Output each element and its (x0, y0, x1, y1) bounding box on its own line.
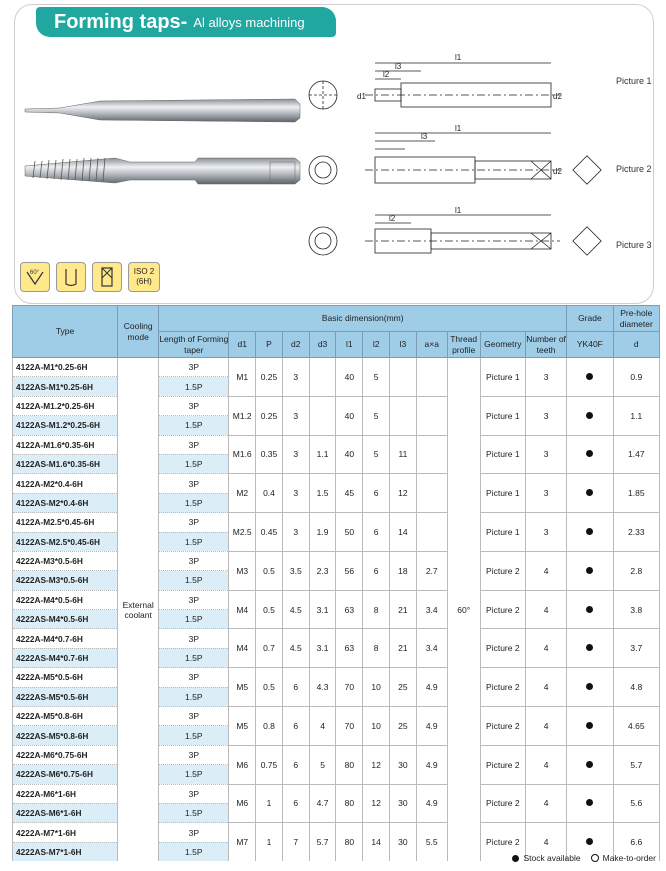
dim-l1-p2: l1 (455, 124, 462, 133)
iso-label: ISO 2 (133, 267, 155, 276)
cell-length: 3P (159, 551, 229, 570)
cell-d3: 4 (309, 707, 336, 746)
cell-axa: 4.9 (416, 745, 447, 784)
cell-d1: M6 (229, 745, 256, 784)
cell-l3 (390, 396, 417, 435)
dim-l1-p1: l1 (455, 53, 462, 62)
cell-geometry: Picture 2 (480, 707, 525, 746)
cell-type: 4122AS-M2*0.4-6H (13, 493, 118, 512)
cell-stock (567, 396, 613, 435)
cell-d2: 6 (282, 707, 309, 746)
header-p: P (256, 332, 283, 358)
cell-type: 4122A-M2.5*0.45-6H (13, 513, 118, 532)
stock-dot-icon (586, 489, 593, 496)
cell-d1: M4 (229, 629, 256, 668)
table-row (13, 629, 660, 648)
cell-axa: 4.9 (416, 668, 447, 707)
header-teeth: Number of teeth (525, 332, 566, 358)
cell-p: 0.25 (256, 358, 283, 397)
cell-d1: M5 (229, 668, 256, 707)
cell-d1: M3 (229, 551, 256, 590)
cell-length: 1.5P (159, 842, 229, 861)
cell-d1: M1.6 (229, 435, 256, 474)
legend-stock: Stock available (523, 853, 581, 863)
cell-length: 3P (159, 784, 229, 803)
cell-type: 4122A-M1.2*0.25-6H (13, 396, 118, 415)
cell-length: 1.5P (159, 493, 229, 512)
cell-geometry: Picture 2 (480, 551, 525, 590)
cell-l3: 30 (390, 745, 417, 784)
header-l1: l1 (336, 332, 363, 358)
cell-d3: 4.3 (309, 668, 336, 707)
cell-length: 3P (159, 668, 229, 687)
cell-prehole: 3.8 (613, 590, 659, 629)
cell-length: 3P (159, 707, 229, 726)
cell-l3 (390, 358, 417, 397)
dim-l3-p2: l3 (421, 132, 428, 141)
cell-type: 4122AS-M2.5*0.45-6H (13, 532, 118, 551)
cell-axa: 4.9 (416, 707, 447, 746)
table-row (13, 668, 660, 687)
cell-l3: 30 (390, 784, 417, 823)
cell-p: 0.35 (256, 435, 283, 474)
cell-type: 4222AS-M6*1-6H (13, 803, 118, 822)
cell-axa: 4.9 (416, 784, 447, 823)
table-row (13, 551, 660, 570)
cell-type: 4222A-M6*0.75-6H (13, 745, 118, 764)
cell-axa (416, 396, 447, 435)
legend-order: Make-to-order (602, 853, 656, 863)
cell-p: 0.8 (256, 707, 283, 746)
cell-teeth: 4 (525, 629, 566, 668)
cell-length: 3P (159, 513, 229, 532)
stock-dot-icon (586, 412, 593, 419)
cell-d2: 3 (282, 435, 309, 474)
cell-l1: 70 (336, 668, 363, 707)
cell-geometry: Picture 1 (480, 435, 525, 474)
cell-axa: 2.7 (416, 551, 447, 590)
cell-axa (416, 513, 447, 552)
stock-dot-icon (586, 683, 593, 690)
cell-d3: 5.7 (309, 823, 336, 861)
dim-l2-p1: l2 (383, 70, 390, 79)
table-row (13, 707, 660, 726)
cell-axa: 3.4 (416, 590, 447, 629)
cell-length: 1.5P (159, 648, 229, 667)
drawing-picture-1 (309, 63, 560, 109)
cell-cooling: External coolant (118, 358, 159, 862)
cell-geometry: Picture 1 (480, 513, 525, 552)
thread-angle-icon (20, 262, 50, 292)
header-cooling: Cooling mode (118, 306, 159, 358)
cell-geometry: Picture 1 (480, 474, 525, 513)
table-row (13, 474, 660, 493)
cell-length: 1.5P (159, 610, 229, 629)
cell-p: 0.5 (256, 590, 283, 629)
header-thread-profile: Thread profile (447, 332, 480, 358)
cell-d2: 3 (282, 474, 309, 513)
cell-d1: M7 (229, 823, 256, 861)
cell-stock (567, 745, 613, 784)
title-main: Forming taps (54, 10, 181, 33)
cell-stock (567, 668, 613, 707)
cell-l2: 10 (363, 707, 390, 746)
stock-dot-icon (586, 567, 593, 574)
cell-p: 0.4 (256, 474, 283, 513)
cell-l1: 70 (336, 707, 363, 746)
stock-dot-icon (586, 838, 593, 845)
cell-l1: 50 (336, 513, 363, 552)
cell-geometry: Picture 2 (480, 668, 525, 707)
cell-p: 0.25 (256, 396, 283, 435)
cell-l3: 18 (390, 551, 417, 590)
cell-prehole: 2.8 (613, 551, 659, 590)
cell-d1: M5 (229, 707, 256, 746)
cell-p: 0.45 (256, 513, 283, 552)
table-row (13, 358, 660, 377)
header-prehole: Pre-hole diameter (613, 306, 659, 332)
iso-tolerance-label: (6H) (136, 277, 152, 286)
dim-l3-p1: l3 (395, 62, 402, 71)
cell-length: 1.5P (159, 454, 229, 473)
table-row (13, 784, 660, 803)
cell-l1: 40 (336, 358, 363, 397)
cell-d1: M1.2 (229, 396, 256, 435)
cell-type: 4122A-M1.6*0.35-6H (13, 435, 118, 454)
cell-length: 1.5P (159, 765, 229, 784)
cell-teeth: 3 (525, 474, 566, 513)
cell-d2: 3 (282, 358, 309, 397)
stock-dot-icon (512, 855, 519, 862)
cell-l2: 8 (363, 629, 390, 668)
cell-length: 1.5P (159, 726, 229, 745)
table-row (13, 823, 660, 842)
cell-geometry: Picture 2 (480, 784, 525, 823)
forming-tap-large-photo (25, 158, 300, 184)
cell-l1: 40 (336, 396, 363, 435)
cell-thread-profile: 60° (447, 358, 480, 862)
cell-axa: 3.4 (416, 629, 447, 668)
cell-length: 1.5P (159, 571, 229, 590)
spec-table (12, 305, 660, 861)
cell-length: 3P (159, 745, 229, 764)
cell-d3: 5 (309, 745, 336, 784)
cell-teeth: 3 (525, 435, 566, 474)
cell-type: 4222AS-M5*0.5-6H (13, 687, 118, 706)
cell-d2: 6 (282, 745, 309, 784)
cell-l1: 63 (336, 629, 363, 668)
iso-tolerance-icon (128, 262, 160, 292)
table-row (13, 435, 660, 454)
cell-l3: 21 (390, 590, 417, 629)
cell-l3: 12 (390, 474, 417, 513)
cell-d2: 7 (282, 823, 309, 861)
cell-geometry: Picture 1 (480, 396, 525, 435)
picture-1-label: Picture 1 (616, 76, 652, 86)
cell-d1: M6 (229, 784, 256, 823)
cell-l1: 80 (336, 745, 363, 784)
stock-dot-icon (586, 528, 593, 535)
cell-length: 3P (159, 629, 229, 648)
cell-d3: 1.9 (309, 513, 336, 552)
cell-d2: 6 (282, 784, 309, 823)
cell-length: 3P (159, 358, 229, 377)
cell-d3: 1.5 (309, 474, 336, 513)
stock-dot-icon (586, 373, 593, 380)
cell-type: 4222AS-M5*0.8-6H (13, 726, 118, 745)
cell-teeth: 4 (525, 551, 566, 590)
dim-d1-p1: d1 (357, 92, 366, 101)
picture-2-label: Picture 2 (616, 164, 652, 174)
cell-teeth: 3 (525, 513, 566, 552)
cell-l3: 14 (390, 513, 417, 552)
cell-d3 (309, 396, 336, 435)
stock-dot-icon (586, 606, 593, 613)
header-l3: l3 (390, 332, 417, 358)
cell-axa (416, 435, 447, 474)
order-ring-icon (591, 854, 599, 862)
stock-dot-icon (586, 450, 593, 457)
cell-axa: 5.5 (416, 823, 447, 861)
cell-type: 4222A-M3*0.5-6H (13, 551, 118, 570)
cell-l3: 11 (390, 435, 417, 474)
cell-length: 3P (159, 474, 229, 493)
header-geometry: Geometry (480, 332, 525, 358)
page-title (36, 7, 336, 37)
cell-axa (416, 474, 447, 513)
cell-d2: 3 (282, 396, 309, 435)
title-subtitle: Al alloys machining (193, 14, 305, 30)
cell-type: 4222A-M6*1-6H (13, 784, 118, 803)
cell-d2: 3.5 (282, 551, 309, 590)
cell-teeth: 4 (525, 707, 566, 746)
cell-type: 4222A-M4*0.5-6H (13, 590, 118, 609)
cell-length: 1.5P (159, 377, 229, 396)
cell-stock (567, 513, 613, 552)
cell-d3 (309, 358, 336, 397)
cell-type: 4222A-M4*0.7-6H (13, 629, 118, 648)
cell-geometry: Picture 2 (480, 823, 525, 861)
cell-geometry: Picture 1 (480, 358, 525, 397)
cell-stock (567, 784, 613, 823)
cell-d3: 4.7 (309, 784, 336, 823)
cell-stock (567, 474, 613, 513)
cell-prehole: 2.33 (613, 513, 659, 552)
cell-l3: 21 (390, 629, 417, 668)
cell-type: 4222A-M5*0.8-6H (13, 707, 118, 726)
cell-l2: 6 (363, 551, 390, 590)
header-d2: d2 (282, 332, 309, 358)
cell-stock (567, 358, 613, 397)
cell-prehole: 1.47 (613, 435, 659, 474)
cell-d3: 3.1 (309, 629, 336, 668)
cell-p: 1 (256, 823, 283, 861)
cell-l1: 80 (336, 823, 363, 861)
cell-l2: 5 (363, 358, 390, 397)
dim-d2-p2: d2 (553, 167, 562, 176)
cell-l2: 6 (363, 474, 390, 513)
dim-l1-p3: l1 (455, 206, 462, 215)
cell-teeth: 4 (525, 784, 566, 823)
cell-stock (567, 629, 613, 668)
cell-length: 3P (159, 396, 229, 415)
table-row (13, 396, 660, 415)
cell-prehole: 5.7 (613, 745, 659, 784)
header-d: d (613, 332, 659, 358)
cell-type: 4122A-M2*0.4-6H (13, 474, 118, 493)
cell-stock (567, 707, 613, 746)
cell-prehole: 3.7 (613, 629, 659, 668)
stock-dot-icon (586, 799, 593, 806)
header-length: Length of Forming taper (159, 332, 229, 358)
cell-type: 4122AS-M1.6*0.35-6H (13, 454, 118, 473)
technical-drawings (295, 45, 635, 265)
tool-photos (20, 82, 310, 202)
drawing-picture-2 (309, 133, 601, 184)
header-d1: d1 (229, 332, 256, 358)
cell-l1: 45 (336, 474, 363, 513)
cell-geometry: Picture 2 (480, 590, 525, 629)
cell-l1: 63 (336, 590, 363, 629)
header-l2: l2 (363, 332, 390, 358)
cell-axa (416, 358, 447, 397)
cell-stock (567, 551, 613, 590)
cell-geometry: Picture 2 (480, 629, 525, 668)
cell-length: 3P (159, 435, 229, 454)
header-basic-dimension: Basic dimension(mm) (159, 306, 567, 332)
cell-l2: 5 (363, 396, 390, 435)
title-dash: - (180, 10, 188, 33)
cell-length: 3P (159, 590, 229, 609)
cell-prehole: 1.85 (613, 474, 659, 513)
dim-l2-p3: l2 (389, 214, 396, 223)
cell-p: 0.7 (256, 629, 283, 668)
cell-l2: 12 (363, 784, 390, 823)
cell-teeth: 4 (525, 668, 566, 707)
cell-p: 0.5 (256, 551, 283, 590)
through-hole-icon (92, 262, 122, 292)
cell-d3: 3.1 (309, 590, 336, 629)
cell-stock (567, 590, 613, 629)
svg-text:60°: 60° (30, 270, 40, 276)
cell-teeth: 3 (525, 358, 566, 397)
cell-length: 1.5P (159, 803, 229, 822)
cell-p: 1 (256, 784, 283, 823)
cell-length: 1.5P (159, 416, 229, 435)
picture-3-label: Picture 3 (616, 240, 652, 250)
cell-l2: 14 (363, 823, 390, 861)
cell-p: 0.5 (256, 668, 283, 707)
cell-type: 4222A-M7*1-6H (13, 823, 118, 842)
cell-type: 4222AS-M3*0.5-6H (13, 571, 118, 590)
cell-length: 3P (159, 823, 229, 842)
table-row (13, 745, 660, 764)
drawing-picture-3 (309, 215, 601, 255)
blind-hole-icon (56, 262, 86, 292)
legend (512, 853, 656, 863)
cell-type: 4122A-M1*0.25-6H (13, 358, 118, 377)
cell-l2: 10 (363, 668, 390, 707)
cell-prehole: 0.9 (613, 358, 659, 397)
cell-length: 1.5P (159, 532, 229, 551)
header-axa: a×a (416, 332, 447, 358)
cell-l3: 30 (390, 823, 417, 861)
cell-teeth: 4 (525, 590, 566, 629)
cell-d2: 4.5 (282, 629, 309, 668)
cell-prehole: 1.1 (613, 396, 659, 435)
cell-teeth: 3 (525, 396, 566, 435)
cell-type: 4222AS-M7*1-6H (13, 842, 118, 861)
stock-dot-icon (586, 722, 593, 729)
cell-type: 4122AS-M1.2*0.25-6H (13, 416, 118, 435)
cell-l2: 8 (363, 590, 390, 629)
header-yk40f: YK40F (567, 332, 613, 358)
cell-l1: 56 (336, 551, 363, 590)
cell-l3: 25 (390, 668, 417, 707)
cell-d1: M1 (229, 358, 256, 397)
cell-geometry: Picture 2 (480, 745, 525, 784)
header-grade: Grade (567, 306, 613, 332)
cell-teeth: 4 (525, 745, 566, 784)
cell-d3: 1.1 (309, 435, 336, 474)
stock-dot-icon (586, 644, 593, 651)
table-row (13, 590, 660, 609)
stock-dot-icon (586, 761, 593, 768)
forming-tap-small-photo (25, 99, 300, 122)
cell-d3: 2.3 (309, 551, 336, 590)
cell-l2: 12 (363, 745, 390, 784)
cell-l1: 40 (336, 435, 363, 474)
feature-icons (20, 262, 160, 292)
cell-d2: 6 (282, 668, 309, 707)
cell-d2: 3 (282, 513, 309, 552)
cell-length: 1.5P (159, 687, 229, 706)
cell-prehole: 6.6 (613, 823, 659, 861)
cell-type: 4222AS-M4*0.5-6H (13, 610, 118, 629)
cell-prehole: 5.6 (613, 784, 659, 823)
cell-l1: 80 (336, 784, 363, 823)
cell-l2: 5 (363, 435, 390, 474)
cell-type: 4122AS-M1*0.25-6H (13, 377, 118, 396)
cell-d1: M2 (229, 474, 256, 513)
table-row (13, 513, 660, 532)
cell-stock (567, 435, 613, 474)
cell-p: 0.75 (256, 745, 283, 784)
cell-prehole: 4.65 (613, 707, 659, 746)
cell-l3: 25 (390, 707, 417, 746)
header-type: Type (13, 306, 118, 358)
dim-d2-p1: d2 (553, 92, 562, 101)
cell-type: 4222A-M5*0.5-6H (13, 668, 118, 687)
cell-type: 4222AS-M6*0.75-6H (13, 765, 118, 784)
cell-teeth: 4 (525, 823, 566, 861)
header-d3: d3 (309, 332, 336, 358)
cell-l2: 6 (363, 513, 390, 552)
cell-type: 4222AS-M4*0.7-6H (13, 648, 118, 667)
cell-d1: M4 (229, 590, 256, 629)
cell-d1: M2.5 (229, 513, 256, 552)
cell-d2: 4.5 (282, 590, 309, 629)
cell-prehole: 4.8 (613, 668, 659, 707)
